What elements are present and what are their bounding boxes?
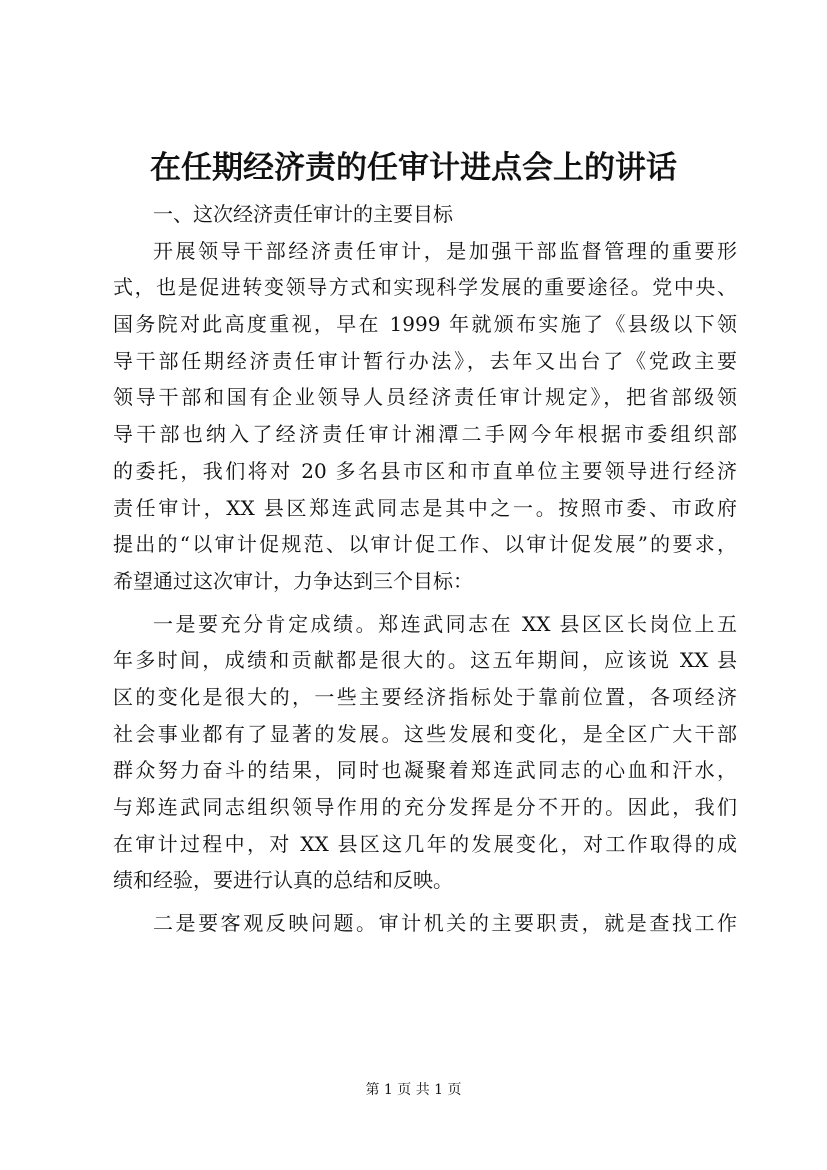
paragraph-line: 式，也是促进转变领导方式和实现科学发展的重要途径。党中央、 [113,275,737,300]
section-heading: 一、这次经济责任审计的主要目标 [153,202,453,226]
paragraph-line: 在审计过程中，对 XX 县区这几年的发展变化，对工作取得的成 [113,831,737,856]
paragraph-line: 群众努力奋斗的结果，同时也凝聚着郑连武同志的心血和汗水， [113,758,737,783]
paragraph-line: 二是要客观反映问题。审计机关的主要职责，就是查找工作 [153,911,737,936]
paragraph-line: 与郑连武同志组织领导作用的充分发挥是分不开的。因此，我们 [113,795,737,819]
paragraph-line: 社会事业都有了显著的发展。这些发展和变化，是全区广大干部 [113,721,737,746]
paragraph-line: 希望通过这次审计，力争达到三个目标： [113,568,473,593]
paragraph-line: 国务院对此高度重视，早在 1999 年就颁布实施了《县级以下领 [113,312,737,337]
paragraph-line: 责任审计，XX 县区郑连武同志是其中之一。按照市委、市政府 [113,495,737,520]
paragraph-line: 导干部也纳入了经济责任审计湘潭二手网今年根据市委组织部 [113,422,737,447]
paragraph-line: 的委托，我们将对 20 多名县市区和市直单位主要领导进行经济 [113,458,737,483]
document-body [113,196,737,942]
paragraph-1 [113,233,737,600]
paragraph-line: 导干部任期经济责任审计暂行办法》，去年又出台了《党政主要 [113,348,737,373]
page-footer: 第 1 页 共 1 页 [365,1082,462,1098]
paragraph-line: 开展领导干部经济责任审计，是加强干部监督管理的重要形 [153,238,737,263]
paragraph-line: 年多时间，成绩和贡献都是很大的。这五年期间，应该说 XX 县 [113,648,737,673]
paragraph-line: 提出的“以审计促规范、以审计促工作、以审计促发展”的要求， [113,532,737,557]
paragraph-line: 绩和经验，要进行认真的总结和反映。 [113,868,453,893]
document-title: 在任期经济责的任审计进点会上的讲话 [150,150,677,186]
paragraph-line: 区的变化是很大的，一些主要经济指标处于靠前位置，各项经济 [113,684,737,709]
paragraph-line: 领导干部和国有企业领导人员经济责任审计规定》，把省部级领 [113,385,737,410]
paragraph-2 [113,606,737,900]
paragraph-3 [113,905,737,942]
paragraph-line: 一是要充分肯定成绩。郑连武同志在 XX 县区区长岗位上五 [153,611,737,636]
